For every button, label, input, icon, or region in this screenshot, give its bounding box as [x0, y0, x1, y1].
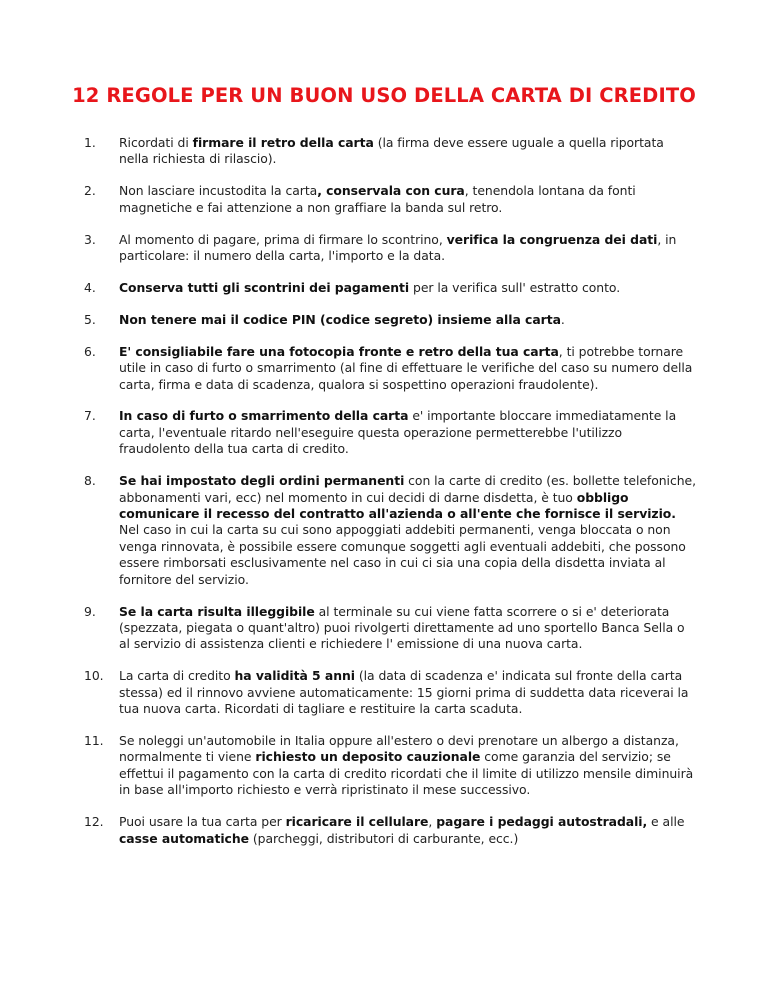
- list-item: [84, 733, 696, 799]
- rule-text: [119, 473, 696, 586]
- bold-text: In caso di furto o smarrimento della carta: [119, 408, 409, 424]
- rule-number: 3.: [84, 231, 96, 247]
- list-item: [84, 183, 696, 216]
- plain-text: e' importante bloccare immediatamente la carta, l'eventuale ritardo nell'eseguire questa operazione permetterebbe l'utilizzo fraudolento della tua carta di credito.: [119, 408, 677, 457]
- page-title: 12 REGOLE PER UN BUON USO DELLA CARTA DI CREDITO: [72, 84, 696, 107]
- bold-text: casse automatiche: [119, 830, 249, 846]
- bold-text: ha validità 5 anni: [234, 668, 355, 684]
- bold-text: , conservala con cura: [317, 183, 465, 199]
- rule-text: [119, 344, 692, 392]
- list-item: [84, 604, 696, 653]
- rule-text: [119, 604, 685, 652]
- bold-text: E' consigliabile fare una fotocopia fronte e retro della tua carta: [119, 343, 559, 359]
- rule-number: 8.: [84, 473, 96, 489]
- list-item: [84, 280, 696, 296]
- rule-text: [119, 135, 664, 166]
- bold-text: verifica la congruenza dei dati: [446, 231, 658, 247]
- plain-text: La carta di credito: [119, 668, 235, 684]
- plain-text: , in particolare: il numero della carta, l'importo e la data.: [119, 231, 677, 264]
- bold-text: Conserva tutti gli scontrini dei pagamenti: [119, 279, 410, 295]
- bold-text: obbligo comunicare il recesso del contratto all'azienda o all'ente che fornisce il servizio.: [119, 489, 676, 521]
- rule-text: [119, 183, 636, 214]
- plain-text: (la firma deve essere uguale a quella riportata nella richiesta di rilascio).: [119, 135, 664, 167]
- rule-number: 12.: [84, 814, 104, 830]
- plain-text: (parcheggi, distributori di carburante, ecc.): [248, 830, 519, 846]
- list-item: [84, 135, 696, 168]
- list-item: [84, 344, 696, 393]
- rule-number: 9.: [84, 603, 96, 619]
- bold-text: firmare il retro della carta: [192, 135, 374, 150]
- bold-text: Non tenere mai il codice PIN (codice segreto) insieme alla carta: [119, 311, 561, 327]
- rule-number: 7.: [84, 408, 96, 424]
- bold-text: ricaricare il cellulare: [285, 814, 429, 830]
- rule-text: [119, 232, 676, 263]
- plain-text: al terminale su cui viene fatta scorrere o si e' deteriorata (spezzata, piegata o quant'altro) puoi rivolgerti direttamente ad uno sportello Banca Sella o al servizio di assistenza clienti e richiedere l' emissione di una nuova carta.: [119, 603, 685, 652]
- plain-text: con la carte di credito (es. bollette telefoniche, abbonamenti vari, ecc) nel momento in cui decidi di darne disdetta, è tuo: [119, 473, 696, 505]
- rule-text: [119, 668, 688, 716]
- plain-text: e alle: [647, 814, 685, 830]
- list-item: [84, 814, 696, 847]
- rule-number: 5.: [84, 311, 96, 327]
- list-item: [84, 668, 696, 717]
- bold-text: Se la carta risulta illeggibile: [119, 603, 315, 619]
- rule-text: [119, 814, 684, 845]
- plain-text: Se noleggi un'automobile in Italia oppure all'estero o devi prenotare un albergo a distanza, normalmente ti viene: [119, 732, 679, 765]
- rule-text: [119, 312, 565, 327]
- list-item: [84, 473, 696, 588]
- rule-number: 10.: [84, 668, 104, 684]
- list-item: [84, 312, 696, 328]
- rule-number: 4.: [84, 279, 96, 295]
- plain-text: Non lasciare incustodita la carta: [119, 183, 318, 199]
- plain-text: Nel caso in cui la carta su cui sono appoggiati addebiti permanenti, venga bloccata o non venga rinnovata, è possibile essere comunque soggetti agli eventuali addebiti, che possono essere rimborsati esclusivamente nel caso in cui ci sia una copia della disdetta inviata al fornitore del servizio.: [119, 522, 686, 587]
- bold-text: Se hai impostato degli ordini permanenti: [119, 473, 405, 489]
- plain-text: Ricordati di: [119, 135, 193, 150]
- list-item: [84, 232, 696, 265]
- rule-text: [119, 408, 676, 456]
- rule-number: 1.: [84, 135, 96, 150]
- plain-text: Al momento di pagare, prima di firmare lo scontrino,: [119, 231, 447, 247]
- plain-text: (la data di scadenza e' indicata sul fronte della carta stessa) ed il rinnovo avviene automaticamente: 15 giorni prima di suddetta data riceverai la tua nuova carta. Ricordati di tagliare e restituire la carta scaduta.: [119, 668, 689, 717]
- rule-text: [119, 733, 693, 797]
- rules-list: [84, 135, 696, 862]
- plain-text: Puoi usare la tua carta per: [119, 814, 286, 830]
- list-item: [84, 408, 696, 457]
- rule-number: 6.: [84, 343, 96, 359]
- plain-text: , tenendola lontana da fonti magnetiche e fai attenzione a non graffiare la banda sul retro.: [119, 183, 636, 215]
- rule-text: [119, 280, 620, 295]
- plain-text: , ti potrebbe tornare utile in caso di furto o smarrimento (al fine di effettuare le verifiche del caso su numero della carta, firma e data di scadenza, qualora si sospettino operazioni fraudolente).: [119, 343, 693, 392]
- rule-number: 11.: [84, 732, 104, 748]
- bold-text: richiesto un deposito cauzionale: [255, 749, 481, 765]
- plain-text: .: [560, 311, 565, 327]
- plain-text: per la verifica sull' estratto conto.: [409, 279, 621, 295]
- plain-text: come garanzia del servizio; se effettui il pagamento con la carta di credito ricordati che il limite di utilizzo mensile diminuirà in base all'importo richiesto e verrà ripristinato il mese successivo.: [119, 749, 694, 798]
- bold-text: pagare i pedaggi autostradali,: [436, 814, 648, 830]
- plain-text: ,: [428, 814, 437, 830]
- rule-number: 2.: [84, 183, 96, 199]
